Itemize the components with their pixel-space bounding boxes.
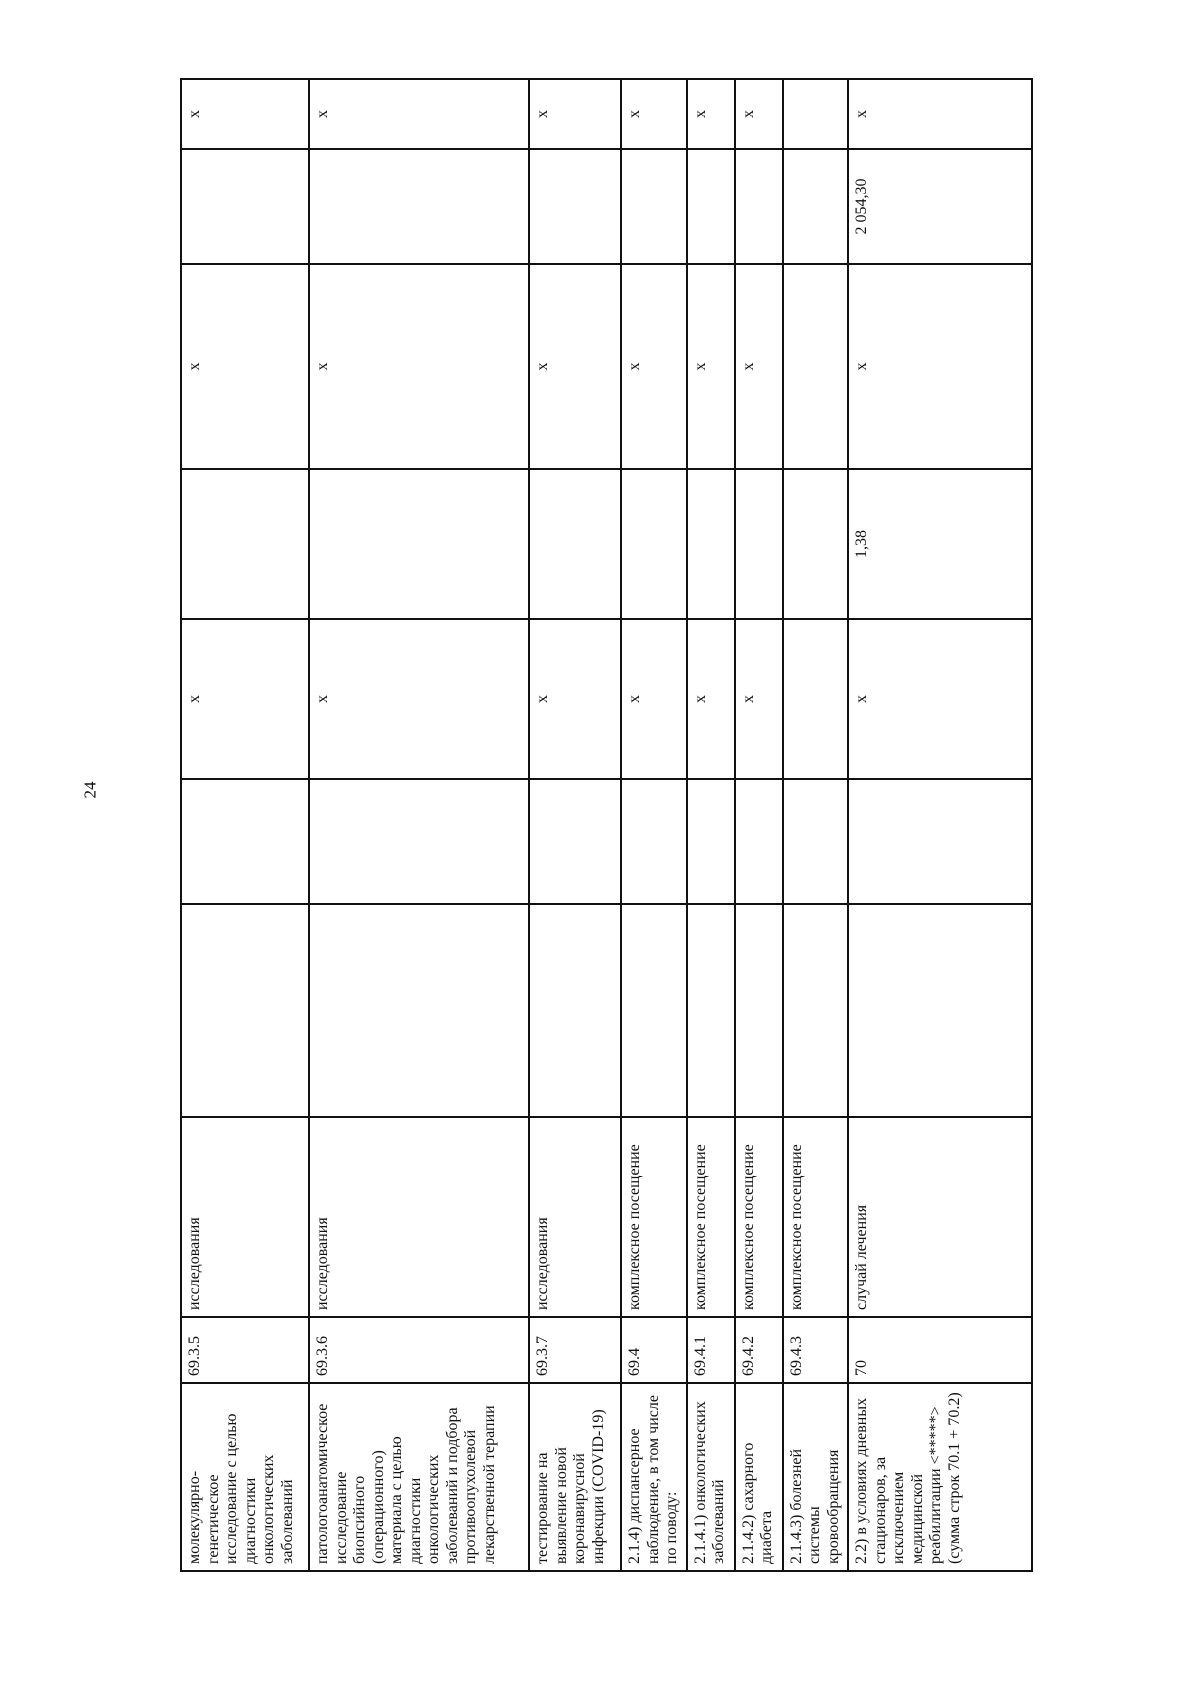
table-row — [735, 79, 783, 1571]
cell-c9 — [783, 149, 849, 264]
cell-code: 69.4.1 — [687, 1317, 735, 1383]
cell-c8: х — [529, 264, 621, 469]
cell-unit: исследования — [309, 1117, 529, 1317]
cell-c7 — [529, 469, 621, 619]
table-row — [687, 79, 735, 1571]
cell-c4 — [621, 904, 687, 1117]
cell-c5 — [181, 779, 309, 904]
cell-c7 — [621, 469, 687, 619]
cell-name: 2.2) в условиях дневных стационаров, за исключением медицинской реабилитации <*****> (сумма строк 70.1 + 70.2) — [848, 1383, 1032, 1571]
cell-c6: х — [309, 619, 529, 779]
cell-c6: х — [848, 619, 1032, 779]
cell-name: патологоанатомическое исследование биопсийного (операционного) материала с целью диагностики онкологических заболеваний и подбора противоопухолевой лекарственной терапии — [309, 1383, 529, 1571]
cell-name: тестирование на выявление новой коронавирусной инфекции (COVID-19) — [529, 1383, 621, 1571]
cell-code: 69.3.5 — [181, 1317, 309, 1383]
cell-code: 69.4 — [621, 1317, 687, 1383]
cell-c10: х — [309, 79, 529, 149]
cell-code: 69.4.2 — [735, 1317, 783, 1383]
cell-unit: комплексное посещение — [621, 1117, 687, 1317]
cell-c5 — [848, 779, 1032, 904]
cell-c5 — [735, 779, 783, 904]
data-table — [180, 78, 1033, 1572]
table-row — [783, 79, 849, 1571]
cell-c8: х — [687, 264, 735, 469]
cell-c4 — [848, 904, 1032, 1117]
cell-c6: х — [735, 619, 783, 779]
cell-c7 — [687, 469, 735, 619]
cell-c9 — [735, 149, 783, 264]
cell-c8: х — [181, 264, 309, 469]
cell-c4 — [529, 904, 621, 1117]
cell-c9 — [621, 149, 687, 264]
cell-c9 — [529, 149, 621, 264]
cell-c6: х — [181, 619, 309, 779]
cell-c7 — [735, 469, 783, 619]
cell-c8: х — [621, 264, 687, 469]
cell-unit: исследования — [181, 1117, 309, 1317]
cell-c4 — [687, 904, 735, 1117]
cell-c5 — [687, 779, 735, 904]
table-row — [529, 79, 621, 1571]
cell-c10 — [783, 79, 849, 149]
cell-c6: х — [529, 619, 621, 779]
cell-unit: исследования — [529, 1117, 621, 1317]
cell-c8: х — [735, 264, 783, 469]
cell-unit: комплексное посещение — [783, 1117, 849, 1317]
cell-name: 2.1.4.3) болезней системы кровообращения — [783, 1383, 849, 1571]
cell-c6: х — [621, 619, 687, 779]
table-row — [848, 79, 1032, 1571]
cell-c4 — [309, 904, 529, 1117]
cell-code: 69.4.3 — [783, 1317, 849, 1383]
cell-code: 69.3.7 — [529, 1317, 621, 1383]
rotated-table-container — [180, 80, 1028, 1572]
cell-c10: х — [181, 79, 309, 149]
cell-c7 — [783, 469, 849, 619]
cell-code: 70 — [848, 1317, 1032, 1383]
cell-c9 — [309, 149, 529, 264]
cell-c5 — [309, 779, 529, 904]
cell-c10: х — [687, 79, 735, 149]
cell-c7 — [309, 469, 529, 619]
table-row — [621, 79, 687, 1571]
cell-unit: случай лечения — [848, 1117, 1032, 1317]
cell-name: 2.1.4.1) онкологических заболеваний — [687, 1383, 735, 1571]
cell-c9: 2 054,30 — [848, 149, 1032, 264]
cell-c7 — [181, 469, 309, 619]
cell-c10: х — [735, 79, 783, 149]
cell-c6 — [783, 619, 849, 779]
cell-name: 2.1.4) диспансерное наблюдение, в том числе по поводу: — [621, 1383, 687, 1571]
cell-c4 — [181, 904, 309, 1117]
cell-c5 — [621, 779, 687, 904]
cell-c10: х — [529, 79, 621, 149]
cell-code: 69.3.6 — [309, 1317, 529, 1383]
cell-name: 2.1.4.2) сахарного диабета — [735, 1383, 783, 1571]
cell-c10: х — [621, 79, 687, 149]
cell-c8 — [783, 264, 849, 469]
cell-c6: х — [687, 619, 735, 779]
cell-c7: 1,38 — [848, 469, 1032, 619]
cell-c8: х — [848, 264, 1032, 469]
cell-unit: комплексное посещение — [687, 1117, 735, 1317]
cell-c9 — [687, 149, 735, 264]
cell-c5 — [783, 779, 849, 904]
cell-c4 — [735, 904, 783, 1117]
table-row — [181, 79, 309, 1571]
cell-c8: х — [309, 264, 529, 469]
page-number: 24 — [80, 781, 100, 799]
cell-unit: комплексное посещение — [735, 1117, 783, 1317]
cell-name: молекулярно-генетическое исследование с целью диагностики онкологических заболеваний — [181, 1383, 309, 1571]
cell-c9 — [181, 149, 309, 264]
cell-c10: х — [848, 79, 1032, 149]
cell-c5 — [529, 779, 621, 904]
table-row — [309, 79, 529, 1571]
cell-c4 — [783, 904, 849, 1117]
